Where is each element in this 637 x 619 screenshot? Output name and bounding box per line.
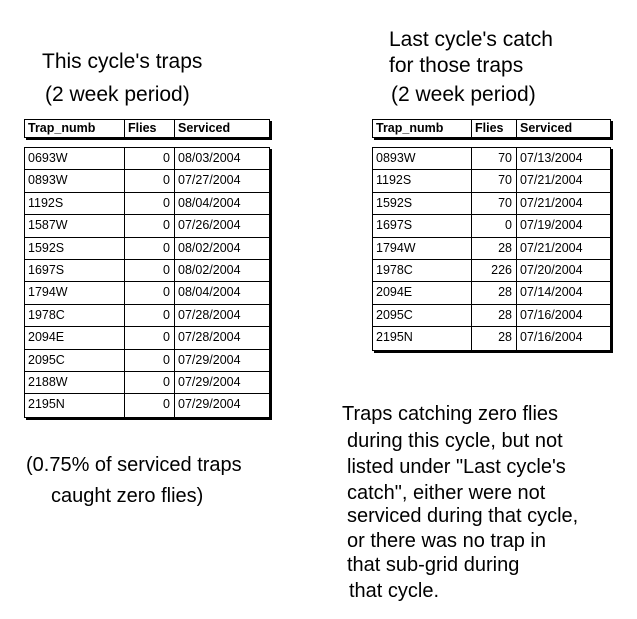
explanation-line2: during this cycle, but not <box>347 430 563 452</box>
table-body <box>372 147 611 351</box>
cell-trap: 0893W <box>25 170 125 191</box>
table-row <box>373 238 610 260</box>
header-flies: Flies <box>125 120 175 137</box>
table-row <box>25 193 269 215</box>
cell-flies: 28 <box>472 305 517 326</box>
cell-flies: 0 <box>125 170 175 191</box>
cell-flies: 0 <box>125 193 175 214</box>
cell-flies: 28 <box>472 327 517 349</box>
table-row <box>25 372 269 394</box>
cell-serviced: 08/02/2004 <box>178 240 241 255</box>
this-cycle-heading-line2: (2 week period) <box>45 83 190 106</box>
last-cycle-heading-line2: for those traps <box>389 54 524 77</box>
explanation-line5: serviced during that cycle, <box>347 505 579 527</box>
cell-serviced: 08/04/2004 <box>178 195 241 210</box>
cell-trap: 1794W <box>25 282 125 303</box>
cell-serviced: 07/29/2004 <box>178 397 241 412</box>
cell-flies: 70 <box>472 193 517 214</box>
cell-trap: 1978C <box>373 260 472 281</box>
cell-serviced: 08/04/2004 <box>178 285 241 300</box>
cell-trap: 2195N <box>373 327 472 349</box>
cell-trap: 1587W <box>25 215 125 236</box>
cell-trap: 2095C <box>373 305 472 326</box>
table-row <box>25 327 269 349</box>
explanation-line1: Traps catching zero flies <box>342 403 559 425</box>
table-header <box>372 119 611 138</box>
cell-trap: 2188W <box>25 372 125 393</box>
table-row <box>373 170 610 192</box>
table-row <box>373 305 610 327</box>
table-row <box>25 350 269 372</box>
table-row <box>25 260 269 282</box>
cell-flies: 0 <box>125 305 175 326</box>
explanation-line6: or there was no trap in <box>347 530 546 552</box>
cell-trap: 1592S <box>373 193 472 214</box>
cell-trap: 2094E <box>373 282 472 303</box>
cell-flies: 0 <box>125 394 175 416</box>
table-body <box>24 147 270 418</box>
table-row <box>373 215 610 237</box>
table-row <box>25 148 269 170</box>
cell-serviced: 07/26/2004 <box>178 218 241 233</box>
table-row <box>25 238 269 260</box>
table-row <box>373 148 610 170</box>
cell-trap: 0893W <box>373 148 472 169</box>
cell-serviced: 07/14/2004 <box>520 285 583 300</box>
header-trap-numb: Trap_numb <box>373 120 472 137</box>
cell-trap: 1978C <box>25 305 125 326</box>
cell-serviced: 07/29/2004 <box>178 352 241 367</box>
cell-serviced: 07/21/2004 <box>520 240 583 255</box>
cell-flies: 0 <box>125 372 175 393</box>
table-row <box>373 193 610 215</box>
header-flies: Flies <box>472 120 517 137</box>
cell-trap: 1697S <box>373 215 472 236</box>
header-trap-numb: Trap_numb <box>25 120 125 137</box>
cell-serviced: 07/28/2004 <box>178 307 241 322</box>
cell-serviced: 08/03/2004 <box>178 151 241 165</box>
zero-flies-percent-line2: caught zero flies) <box>51 485 204 507</box>
explanation-line7: that sub-grid during <box>347 554 520 576</box>
table-row <box>25 305 269 327</box>
cell-flies: 70 <box>472 170 517 191</box>
cell-flies: 226 <box>472 260 517 281</box>
cell-trap: 1592S <box>25 238 125 259</box>
cell-flies: 0 <box>125 327 175 348</box>
cell-serviced: 07/21/2004 <box>520 173 583 188</box>
cell-serviced: 07/19/2004 <box>520 218 583 233</box>
cell-flies: 28 <box>472 282 517 303</box>
cell-serviced: 07/28/2004 <box>178 330 241 345</box>
explanation-line3: listed under "Last cycle's <box>347 456 566 478</box>
explanation-line4: catch", either were not <box>347 482 546 504</box>
last-cycle-heading-line1: Last cycle's catch <box>389 28 553 51</box>
cell-flies: 28 <box>472 238 517 259</box>
cell-trap: 2095C <box>25 350 125 371</box>
cell-flies: 0 <box>125 282 175 303</box>
last-cycle-table <box>372 119 611 351</box>
cell-serviced: 07/27/2004 <box>178 173 241 188</box>
cell-flies: 0 <box>472 215 517 236</box>
cell-trap: 1794W <box>373 238 472 259</box>
cell-flies: 0 <box>125 215 175 236</box>
last-cycle-heading-line3: (2 week period) <box>391 83 536 106</box>
table-row <box>373 282 610 304</box>
header-serviced: Serviced <box>178 121 231 135</box>
cell-serviced: 07/20/2004 <box>520 262 583 277</box>
zero-flies-percent-line1: (0.75% of serviced traps <box>26 454 242 476</box>
header-serviced: Serviced <box>520 121 573 135</box>
table-row <box>25 215 269 237</box>
table-row <box>25 282 269 304</box>
cell-flies: 0 <box>125 260 175 281</box>
cell-flies: 70 <box>472 148 517 169</box>
table-row <box>373 260 610 282</box>
this-cycle-heading-line1: This cycle's traps <box>42 50 203 73</box>
explanation-line8: that cycle. <box>349 580 440 602</box>
cell-trap: 1192S <box>25 193 125 214</box>
cell-serviced: 07/21/2004 <box>520 195 583 210</box>
cell-flies: 0 <box>125 350 175 371</box>
cell-serviced: 07/16/2004 <box>520 330 583 345</box>
cell-trap: 1697S <box>25 260 125 281</box>
table-row <box>373 327 610 349</box>
cell-trap: 0693W <box>25 148 125 169</box>
this-cycle-table <box>24 119 270 418</box>
cell-serviced: 07/13/2004 <box>520 151 583 165</box>
cell-trap: 2195N <box>25 394 125 416</box>
cell-trap: 1192S <box>373 170 472 191</box>
table-row <box>25 170 269 192</box>
cell-trap: 2094E <box>25 327 125 348</box>
cell-serviced: 07/29/2004 <box>178 374 241 389</box>
cell-flies: 0 <box>125 148 175 169</box>
cell-flies: 0 <box>125 238 175 259</box>
table-row <box>25 394 269 416</box>
cell-serviced: 07/16/2004 <box>520 307 583 322</box>
cell-serviced: 08/02/2004 <box>178 262 241 277</box>
table-header <box>24 119 270 138</box>
